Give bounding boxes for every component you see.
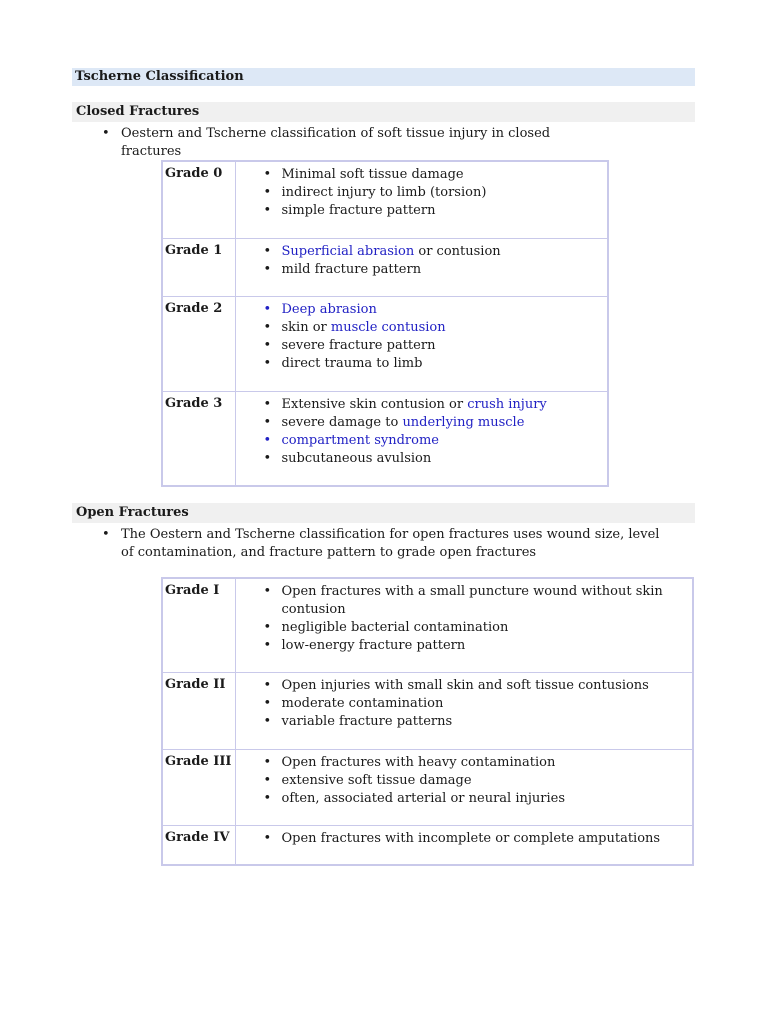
criteria-text: often, associated arterial or neural injuries (281, 790, 566, 806)
grade-criteria (235, 578, 693, 672)
criteria-item (236, 355, 608, 373)
closed-fractures-table (161, 160, 609, 487)
grade-label: Grade I (162, 578, 235, 672)
criteria-text: low-energy fracture pattern (281, 638, 466, 653)
criteria-text: mild fracture pattern (281, 261, 422, 277)
open-grade-row (162, 672, 693, 749)
page-title: Tscherne Classification (72, 68, 695, 86)
grade-criteria (235, 391, 608, 486)
open-fractures-table (161, 577, 694, 866)
crush-injury-link[interactable]: crush injury (467, 396, 547, 412)
criteria-item (236, 772, 693, 790)
criteria-list (236, 677, 693, 731)
criteria-text: direct trauma to limb (281, 355, 423, 371)
grade-label: Grade 0 (162, 161, 235, 238)
superficial-abrasion-link[interactable]: Superficial abrasion (281, 243, 415, 259)
closed-fractures-intro-list (102, 125, 592, 161)
criteria-text: subcutaneous avulsion (281, 450, 432, 466)
open-grade-row (162, 825, 693, 865)
criteria-text: Open injuries with small skin and soft tissue contusions (281, 677, 649, 693)
criteria-item (236, 754, 693, 772)
closed-grade-row (162, 296, 608, 391)
muscle-contusion-link[interactable]: muscle contusion (330, 319, 446, 335)
grade-criteria (235, 238, 608, 296)
grade-criteria (235, 825, 693, 865)
criteria-item (236, 619, 693, 637)
open-fractures-intro: • The Oestern and Tscherne classification for open fractures uses wound size, level of contamination, and fracture pattern to grade open fractures (102, 526, 662, 562)
criteria-item (236, 261, 608, 279)
criteria-text: extensive soft tissue damage (281, 772, 472, 788)
criteria-item (236, 396, 608, 414)
grade-criteria (235, 749, 693, 825)
open-grade-row (162, 578, 693, 672)
criteria-list (236, 754, 693, 808)
grade-label: Grade II (162, 672, 235, 749)
criteria-text: Open fractures with a small puncture wound without skin contusion (281, 584, 663, 617)
closed-fractures-heading: Closed Fractures (72, 102, 695, 122)
closed-grade-row (162, 161, 608, 238)
grade-criteria (235, 296, 608, 391)
criteria-list (236, 301, 608, 373)
criteria-text: skin or (281, 319, 331, 335)
closed-grade-row (162, 391, 608, 486)
grade-label: Grade 2 (162, 296, 235, 391)
open-fractures-intro-list (102, 526, 662, 562)
criteria-text: Open fractures with heavy contamination (281, 754, 556, 770)
criteria-text: variable fracture patterns (281, 713, 453, 729)
criteria-item (236, 695, 693, 713)
criteria-item (236, 301, 608, 319)
criteria-text: Minimal soft tissue damage (281, 167, 464, 182)
underlying-muscle-link[interactable]: underlying muscle (402, 414, 525, 430)
criteria-list (236, 583, 693, 655)
criteria-item (236, 319, 608, 337)
criteria-text: simple fracture pattern (281, 203, 436, 218)
criteria-list (236, 396, 608, 468)
criteria-item (236, 677, 693, 695)
closed-grade-row (162, 238, 608, 296)
criteria-text: severe fracture pattern (281, 337, 436, 353)
criteria-item (236, 583, 693, 619)
criteria-item (236, 790, 693, 808)
criteria-list (236, 243, 608, 279)
criteria-text: severe damage to (281, 414, 403, 430)
criteria-list (236, 830, 693, 848)
criteria-item (236, 166, 608, 184)
criteria-item (236, 414, 608, 432)
criteria-text: Extensive skin contusion or (281, 396, 468, 412)
grade-label: Grade 1 (162, 238, 235, 296)
criteria-item (236, 713, 693, 731)
criteria-item (236, 243, 608, 261)
criteria-text: or contusion (414, 243, 501, 259)
criteria-list (236, 166, 608, 220)
grade-label: Grade IV (162, 825, 235, 865)
criteria-item (236, 432, 608, 450)
criteria-text: indirect injury to limb (torsion) (281, 185, 487, 200)
criteria-text: moderate contamination (281, 695, 444, 711)
criteria-text: Open fractures with incomplete or complete amputations (281, 830, 661, 846)
criteria-text: negligible bacterial contamination (281, 620, 509, 635)
closed-fractures-intro: • Oestern and Tscherne classification of soft tissue injury in closed fractures (102, 125, 592, 161)
criteria-item (236, 830, 693, 848)
criteria-item (236, 202, 608, 220)
grade-label: Grade 3 (162, 391, 235, 486)
criteria-item (236, 184, 608, 202)
grade-criteria (235, 672, 693, 749)
grade-label: Grade III (162, 749, 235, 825)
criteria-item (236, 450, 608, 468)
open-grade-row (162, 749, 693, 825)
deep-abrasion-link[interactable]: Deep abrasion (281, 301, 377, 317)
open-fractures-heading: Open Fractures (72, 503, 695, 523)
grade-criteria (235, 161, 608, 238)
criteria-item (236, 637, 693, 655)
criteria-item (236, 337, 608, 355)
compartment-syndrome-link[interactable]: compartment syndrome (281, 432, 439, 448)
